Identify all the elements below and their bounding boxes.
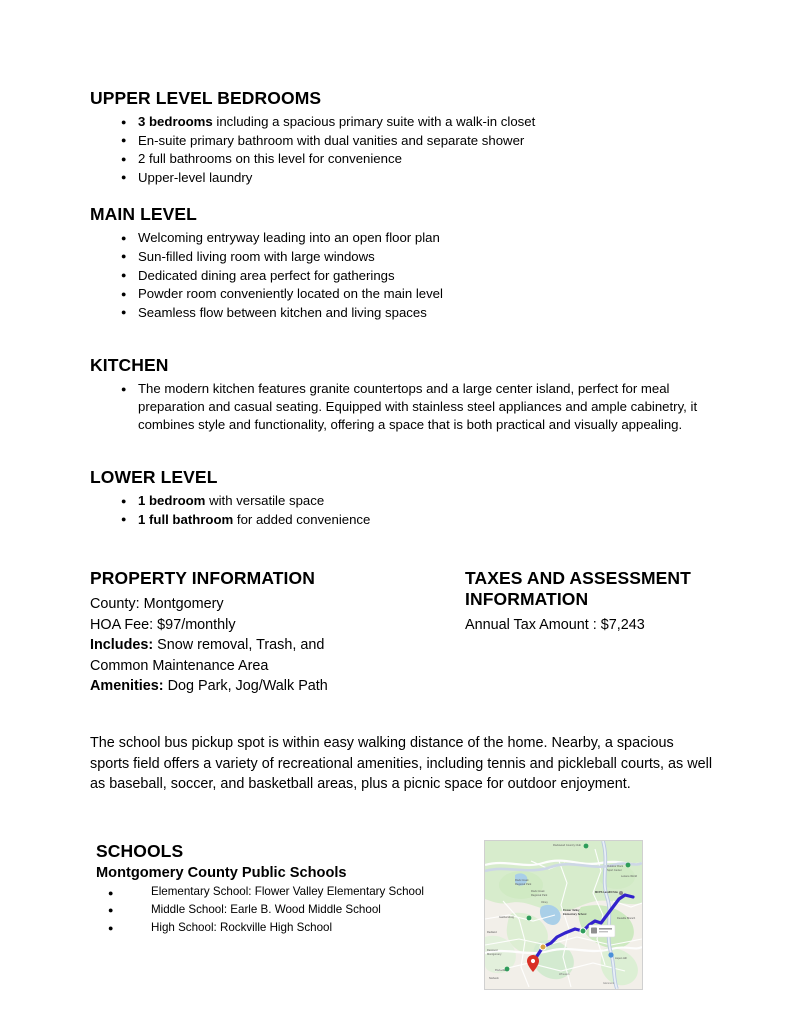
neighborhood-paragraph: The school bus pickup spot is within easy walking distance of the home. Nearby, a spacious sports field offers a variety of recreational amenities, including tennis and pickleball courts, as well as baseball, soccer, and basketball areas, plus a picnic space for outdoor enjoyment. bbox=[90, 734, 713, 793]
svg-text:Montgomery: Montgomery bbox=[487, 953, 502, 956]
route-map-image[interactable] bbox=[484, 840, 643, 990]
svg-text:Glenmont: Glenmont bbox=[603, 982, 615, 985]
list-item bbox=[90, 304, 715, 322]
includes-label: Includes: bbox=[90, 637, 154, 654]
section-heading: LOWER LEVEL bbox=[90, 467, 218, 488]
svg-text:Olney: Olney bbox=[541, 901, 548, 904]
bullet-text: with versatile space bbox=[205, 493, 325, 509]
bullet-text: The modern kitchen features granite countertops and a large center island, perfect for meal preparation and casual seating. Equipped with stainless steel appliances and ample cabinetry, it combines style and functionality, offering a space that is both practical and visually appealing. bbox=[138, 381, 698, 432]
bullet-text: including a spacious primary suite with a walk-in closet bbox=[212, 114, 536, 129]
info-columns bbox=[90, 568, 715, 697]
svg-text:Rockville: Rockville bbox=[495, 969, 506, 972]
section-heading: UPPER LEVEL BEDROOMS bbox=[90, 88, 322, 108]
section-taxes-assessment bbox=[465, 568, 715, 636]
bullet-text: for added convenience bbox=[233, 511, 371, 527]
school-middle: Middle School: Earle B. Wood Middle School bbox=[151, 902, 381, 916]
school-high: High School: Rockville High School bbox=[151, 920, 333, 934]
list-item bbox=[90, 248, 715, 266]
section-heading: MAIN LEVEL bbox=[90, 204, 197, 225]
svg-text:Outdoor Rock: Outdoor Rock bbox=[607, 865, 624, 868]
svg-text:Redland: Redland bbox=[487, 931, 497, 934]
list-item bbox=[90, 380, 715, 433]
list-item bbox=[90, 150, 715, 168]
bullet-list bbox=[90, 229, 715, 321]
svg-text:Rock Creek: Rock Creek bbox=[515, 879, 529, 882]
school-elementary: Elementary School: Flower Valley Elementary School bbox=[151, 885, 425, 899]
route-waypoint-marker[interactable] bbox=[580, 928, 586, 934]
svg-text:Regional Park: Regional Park bbox=[531, 894, 548, 897]
section-heading bbox=[465, 568, 705, 610]
section-main-level bbox=[90, 204, 715, 321]
svg-text:Regional Park: Regional Park bbox=[515, 883, 532, 886]
svg-text:Sport Center: Sport Center bbox=[607, 869, 622, 872]
taxes-heading-line-1: TAXES AND ASSESSMENT bbox=[465, 568, 691, 589]
bullet-list bbox=[90, 492, 715, 528]
svg-text:Norbeck: Norbeck bbox=[489, 977, 499, 980]
svg-text:Aspen Hill: Aspen Hill bbox=[615, 957, 627, 960]
taxes-heading-line-2: INFORMATION bbox=[465, 589, 589, 610]
county-line: County: Montgomery bbox=[90, 596, 224, 613]
svg-text:Leisure World: Leisure World bbox=[621, 875, 637, 878]
bullet-text: Powder room conveniently located on the main level bbox=[138, 286, 443, 302]
section-heading: KITCHEN bbox=[90, 355, 169, 376]
bullet-bold-text: 1 full bathroom bbox=[138, 511, 234, 527]
section-heading: SCHOOLS bbox=[96, 841, 184, 862]
bullet-bold-text: 1 bedroom bbox=[138, 493, 206, 509]
bullet-list bbox=[90, 113, 715, 186]
svg-text:Deaville Branch: Deaville Branch bbox=[617, 917, 636, 920]
includes-value: Snow removal, Trash, and bbox=[153, 637, 325, 654]
svg-text:Rockwood Country Club: Rockwood Country Club bbox=[553, 844, 581, 847]
svg-text:MCPS Landfill Site: MCPS Landfill Site bbox=[595, 891, 618, 894]
includes-line bbox=[90, 635, 465, 656]
svg-text:Flower Valley: Flower Valley bbox=[563, 909, 580, 912]
section-kitchen bbox=[90, 355, 715, 433]
list-item bbox=[90, 492, 715, 510]
svg-text:Derwood: Derwood bbox=[487, 949, 498, 952]
list-item bbox=[90, 267, 715, 285]
svg-text:Gaithersburg: Gaithersburg bbox=[499, 916, 514, 919]
svg-text:Elementary School: Elementary School bbox=[563, 913, 587, 916]
list-item bbox=[90, 285, 715, 303]
bullet-text: Seamless flow between kitchen and living spaces bbox=[138, 304, 427, 320]
section-lower-level bbox=[90, 467, 715, 528]
map-canvas bbox=[485, 841, 642, 989]
svg-text:Rock Creek: Rock Creek bbox=[531, 890, 545, 893]
bullet-text: Upper-level laundry bbox=[138, 169, 253, 185]
bullet-text: En-suite primary bathroom with dual vanities and separate shower bbox=[138, 132, 525, 148]
list-item bbox=[90, 511, 715, 529]
list-item bbox=[90, 132, 715, 150]
section-heading: PROPERTY INFORMATION bbox=[90, 568, 315, 589]
bullet-text: Dedicated dining area perfect for gatherings bbox=[138, 267, 395, 283]
amenities-line bbox=[90, 676, 465, 697]
section-upper-level-bedrooms bbox=[90, 88, 715, 186]
annual-tax-amount: Annual Tax Amount : $7,243 bbox=[465, 617, 645, 634]
bullet-list bbox=[90, 380, 715, 433]
bullet-text: Sun-filled living room with large windows bbox=[138, 248, 375, 264]
bullet-bold-text: 3 bedrooms bbox=[138, 114, 213, 129]
route-distance-card[interactable] bbox=[589, 925, 615, 937]
school-district-name: Montgomery County Public Schools bbox=[96, 865, 347, 882]
amenities-value: Dog Park, Jog/Walk Path bbox=[163, 678, 328, 695]
section-property-information bbox=[90, 568, 465, 697]
includes-line-2: Common Maintenance Area bbox=[90, 657, 269, 674]
document-content bbox=[90, 88, 715, 955]
svg-text:Wheaton: Wheaton bbox=[559, 973, 570, 976]
amenities-label: Amenities: bbox=[90, 678, 164, 695]
hoa-fee-line: HOA Fee: $97/monthly bbox=[90, 616, 236, 633]
list-item bbox=[90, 169, 715, 187]
list-item bbox=[90, 229, 715, 247]
list-item bbox=[90, 113, 715, 131]
bullet-text: 2 full bathrooms on this level for convenience bbox=[138, 151, 402, 167]
bullet-text: Welcoming entryway leading into an open floor plan bbox=[138, 230, 440, 246]
route-origin-marker[interactable] bbox=[540, 944, 546, 950]
